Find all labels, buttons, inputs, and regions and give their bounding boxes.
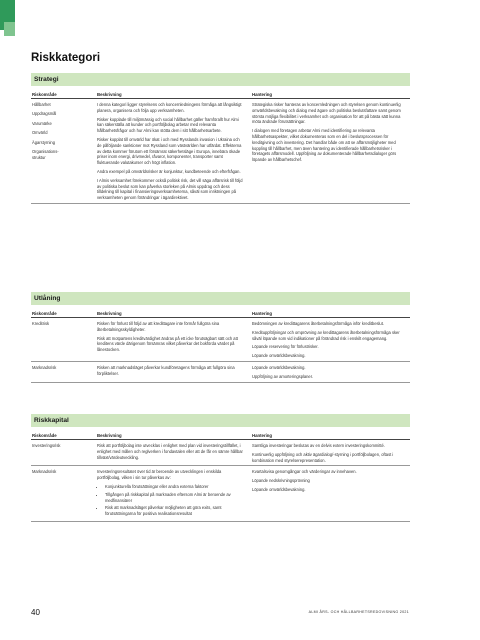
risk-area-cell (31, 466, 95, 521)
handling-paragraph: Löpande omvärldsbevakning. (252, 353, 306, 359)
table-row (31, 99, 410, 204)
description-paragraph: Risk att motpartens kreditvärdighet ändras på ett icke förutsägbart sätt och att kreditens värde därigenom försämras vilket påverkar det bokförda värdet på lånestocken. (97, 335, 238, 353)
handling-cell (250, 318, 410, 361)
column-header-area: Riskområde (32, 92, 57, 97)
description-cell (95, 362, 250, 382)
risk-area: Uppdragsmål (32, 111, 57, 117)
description-paragraph: Risken för förlust till följd av att kredittagare inte förmår fullgöra sina återbetalningsskyldigheter. (97, 321, 220, 332)
description-cell (95, 440, 250, 465)
risk-area-cell (31, 362, 95, 382)
risk-area: Investeringsrisk (32, 443, 61, 448)
column-header-handling: Hantering (252, 311, 273, 316)
handling-paragraph: Löpande reservering för förlustrisker. (252, 344, 319, 350)
page-number: 40 (31, 608, 40, 617)
description-cell (95, 466, 250, 521)
bullet-item: • Konjunkturella förutsättningar eller andra externa faktorer (105, 484, 245, 490)
footer-title: ALMI ÅRS- OCH HÅLLBARHETSREDOVISNING 2021 (308, 610, 409, 614)
risk-area-cell (31, 99, 95, 203)
handling-cell (250, 466, 410, 521)
handling-cell (250, 99, 410, 203)
column-header-handling: Hantering (252, 433, 273, 438)
handling-cell (250, 440, 410, 465)
handling-paragraph: Kontinuerlig uppföljning och aktiv ägardialog/-styrning i portföljbolagen, oftast i kombination med styrelserepresentation. (252, 451, 394, 463)
bullet-item: • Tillgången på riskkapital på marknaden eftersom Almi är beroende av medfinansiärer (105, 492, 245, 504)
description-paragraph: Risker kopplade till miljömässig och social hållbarhet gäller framförallt hur Almi kan säkerställa att kunder och portföljbolag arbetar med relevanta hållbarhetsfrågor och hur Almi kan stötta dem i sitt hållbarhetsarbete. (97, 116, 239, 134)
risk-area: Organisations- struktur (32, 148, 59, 160)
column-header-description: Beskrivning (97, 433, 122, 438)
column-header-area: Riskområde (32, 311, 57, 316)
risk-area: Marknadsrisk (32, 364, 57, 370)
description-paragraph: I denna kategori ligger styrelsens och koncernledningens förmåga att långsiktigt planera, organisera och följa upp verksamheten. (97, 102, 242, 113)
handling-paragraph: Strategiska risker hanteras av koncernledningen och styrelsen genom kontinuerlig omvärldsbevakning och dialog med ägare och politiska beslutsfattare samt genom största möjliga flexibilitet i verksamhet och organisation för att på bästa sätt kunna möta ändrade förutsättningar. (252, 102, 401, 125)
handling-paragraph: Uppföljning av amorteringsplaner. (252, 373, 313, 379)
column-header-description: Beskrivning (97, 311, 122, 316)
risk-area: Marknadsrisk (32, 469, 57, 475)
risk-area-cell (31, 440, 95, 465)
handling-paragraph: Löpande omvärldsbevakning. (252, 486, 306, 492)
column-headers (31, 310, 410, 318)
table-row (31, 440, 410, 466)
handling-paragraph: Samtliga investeringar beslutas av en delvis extern investeringskommitté. (252, 443, 385, 448)
risk-area-cell (31, 318, 95, 361)
section-riskkapital (31, 414, 410, 522)
description-paragraph: Investeringsresultatet över tid är beroende av utvecklingen i enskilda portföljbolag, vilken i sin tur påverkas av: (97, 469, 222, 481)
risk-area: Kreditrisk (32, 321, 50, 326)
column-headers (31, 91, 410, 99)
table-row (31, 362, 410, 383)
handling-paragraph: I dialogen med företagen arbetar Almi med identifiering av relevanta hållbarhetsaspekter, vilket dokumenteras som en del i beslutsprocessen för kreditgivning och investering. Det handlar både om att se affärsmöjligheter med koppling till hållbarhet, men även hantering av identifierade hållbarhetsrisker i företagets affärsmodell. Uppföljning av dokumenterade hållbarhetsdialoger görs löpande av hållbarhetschef. (252, 128, 397, 163)
handling-paragraph: Löpande omvärldsbevakning. (252, 364, 306, 370)
handling-paragraph: Löpande nedskrivningsprövning (252, 478, 310, 484)
risk-area: Varumärke (32, 120, 52, 126)
handling-paragraph: Kredituppföljningar och omprövning av kredittagarens återbetalningsförmåga sker såväl löpande som vid indikationer på förändrad risk i enskilt engagemang. (252, 329, 400, 341)
section-utlaning (31, 292, 410, 383)
section-strategi (31, 73, 410, 204)
column-header-handling: Hantering (252, 92, 273, 97)
description-cell (95, 318, 250, 361)
section-title: Utlåning (31, 292, 410, 305)
description-paragraph: Risk att portföljbolag inte utvecklas i enlighet med plan vid investeringstillfället, i enlighet med målen och reglverken i fondavtalen eller att de får en sämre hållbar tillväxt/värdeutveckling. (97, 443, 243, 460)
description-cell (95, 99, 250, 203)
description-paragraph: Andra exempel på omvärldsrisker är konjunktur, kundbeteende och efterfrågan. (97, 168, 241, 174)
description-paragraph: Risker kopplat till omvärld har ökat i och med Rysslands invasion i Ukraina och de påföljande sanktioner mot Ryssland som västvärlden har utfärdat. Effekterna av detta kommer förutom ett försämrat säkerhetsläge i Europa, innebära ökade priser inom energi, drivmedel, råvaror, komponenter, transporter samt fluktuerande valutakurser och högt inflation. (97, 136, 242, 166)
description-paragraph: Risken att marknadsläget påverkar kundföretagens förmåga att fullgöra sina förpliktelser. (97, 364, 235, 376)
section-title: Strategi (31, 73, 410, 86)
table-row (31, 466, 410, 522)
page-title: Riskkategori (31, 52, 101, 64)
risk-area: Ägarstyrning (32, 139, 55, 145)
column-headers (31, 432, 410, 440)
bullet-list (97, 484, 245, 517)
handling-cell (250, 362, 410, 382)
bullet-item: • Risk att marknadsläget påverkar möjligheten att göra exits, samt förutsättningarna för positiva realisationsresultat (105, 505, 245, 517)
corner-accent-bar-light (4, 22, 15, 36)
table-row (31, 318, 410, 362)
risk-area: Hållbarhet (32, 102, 51, 107)
handling-paragraph: Bedömningen av kredittagarens återbetalningsförmåga inför kreditbeslut. (252, 321, 384, 326)
risk-area: Omvärld (32, 130, 48, 136)
column-header-description: Beskrivning (97, 92, 122, 97)
description-paragraph: I Almis verksamhet förekommer också politisk risk, det vill säga affärsrisk till följd av politiska beslut som kan påverka storleken på Almis uppdrag och dess tilldelning till kapital i finansieringsverksamheterna, såväl som inriktningen på verksamheten genom förändringar i ägardirektivet. (97, 177, 243, 201)
column-header-area: Riskområde (32, 433, 57, 438)
handling-paragraph: Kvartalsvisa genomgångar och värderingar av innehaven. (252, 469, 357, 475)
section-title: Riskkapital (31, 414, 410, 427)
